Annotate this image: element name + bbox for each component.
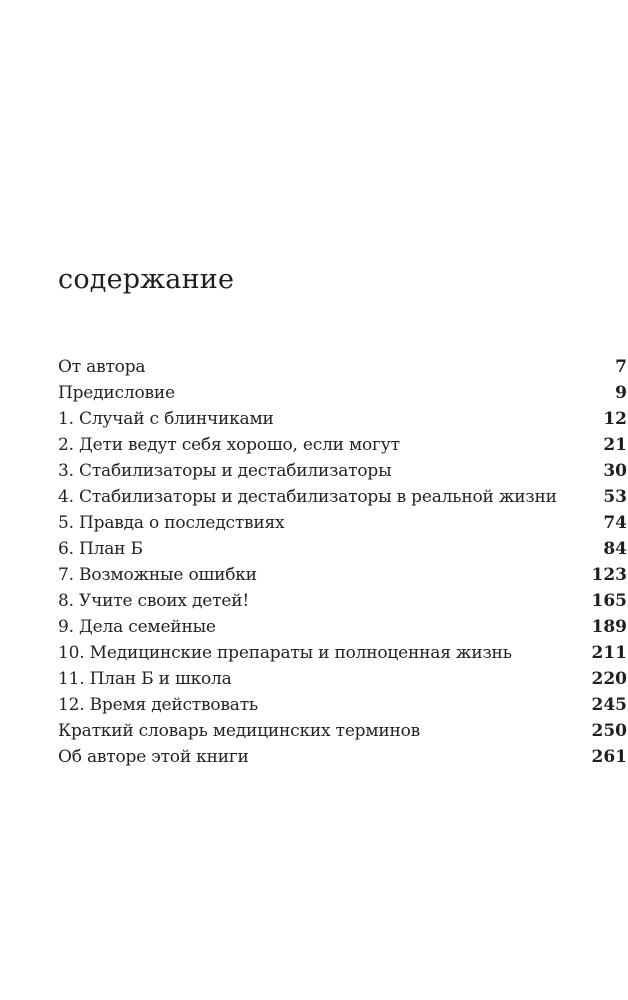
- toc-entry-page-number: 250: [591, 721, 627, 741]
- toc-entry-page-number: 189: [591, 617, 627, 637]
- toc-entry-chapter-1[interactable]: [58, 406, 627, 432]
- toc-entry-chapter-9[interactable]: [58, 614, 627, 640]
- toc-entry-label: 5. Правда о последствиях: [58, 513, 285, 533]
- toc-entry-page-number: 261: [591, 747, 627, 767]
- toc-entry-label: 8. Учите своих детей!: [58, 591, 249, 611]
- toc-entry-chapter-2[interactable]: [58, 432, 627, 458]
- toc-entry-label: 7. Возможные ошибки: [58, 565, 257, 585]
- toc-entry-chapter-5[interactable]: [58, 510, 627, 536]
- toc-entry-glossary[interactable]: [58, 718, 627, 744]
- toc-entry-label: 9. Дела семейные: [58, 617, 216, 637]
- toc-entry-preface[interactable]: [58, 380, 627, 406]
- toc-entry-page-number: 9: [615, 383, 627, 403]
- toc-entry-page-number: 123: [591, 565, 627, 585]
- toc-entry-page-number: 7: [615, 357, 627, 377]
- toc-entry-page-number: 12: [603, 409, 627, 429]
- toc-entry-chapter-6[interactable]: [58, 536, 627, 562]
- toc-entry-label: 12. Время действовать: [58, 695, 258, 715]
- toc-entry-page-number: 211: [591, 643, 627, 663]
- toc-entry-label: От автора: [58, 357, 146, 377]
- toc-entry-chapter-7[interactable]: [58, 562, 627, 588]
- toc-entry-page-number: 245: [591, 695, 627, 715]
- toc-entry-page-number: 220: [591, 669, 627, 689]
- toc-entry-chapter-12[interactable]: [58, 692, 627, 718]
- toc-entry-chapter-10[interactable]: [58, 640, 627, 666]
- toc-entry-label: 11. План Б и школа: [58, 669, 232, 689]
- toc-entry-chapter-4[interactable]: [58, 484, 627, 510]
- toc-entry-chapter-8[interactable]: [58, 588, 627, 614]
- toc-entry-label: 1. Случай с блинчиками: [58, 409, 274, 429]
- toc-entry-label: 4. Стабилизаторы и дестабилизаторы в реальной жизни: [58, 487, 557, 507]
- toc-entry-label: 3. Стабилизаторы и дестабилизаторы: [58, 461, 392, 481]
- toc-entry-about-author[interactable]: [58, 744, 627, 770]
- toc-entry-author-note[interactable]: [58, 354, 627, 380]
- toc-entry-page-number: 84: [603, 539, 627, 559]
- toc-entry-page-number: 74: [603, 513, 627, 533]
- table-of-contents: [58, 354, 627, 770]
- toc-entry-chapter-11[interactable]: [58, 666, 627, 692]
- toc-entry-label: 2. Дети ведут себя хорошо, если могут: [58, 435, 400, 455]
- toc-entry-page-number: 165: [591, 591, 627, 611]
- toc-entry-label: Краткий словарь медицинских терминов: [58, 721, 421, 741]
- toc-entry-chapter-3[interactable]: [58, 458, 627, 484]
- toc-entry-label: Предисловие: [58, 383, 175, 403]
- toc-entry-page-number: 53: [603, 487, 627, 507]
- page-title: содержание: [58, 264, 235, 295]
- toc-entry-label: Об авторе этой книги: [58, 747, 249, 767]
- toc-entry-label: 10. Медицинские препараты и полноценная жизнь: [58, 643, 512, 663]
- toc-entry-page-number: 21: [603, 435, 627, 455]
- toc-entry-page-number: 30: [603, 461, 627, 481]
- toc-entry-label: 6. План Б: [58, 539, 143, 559]
